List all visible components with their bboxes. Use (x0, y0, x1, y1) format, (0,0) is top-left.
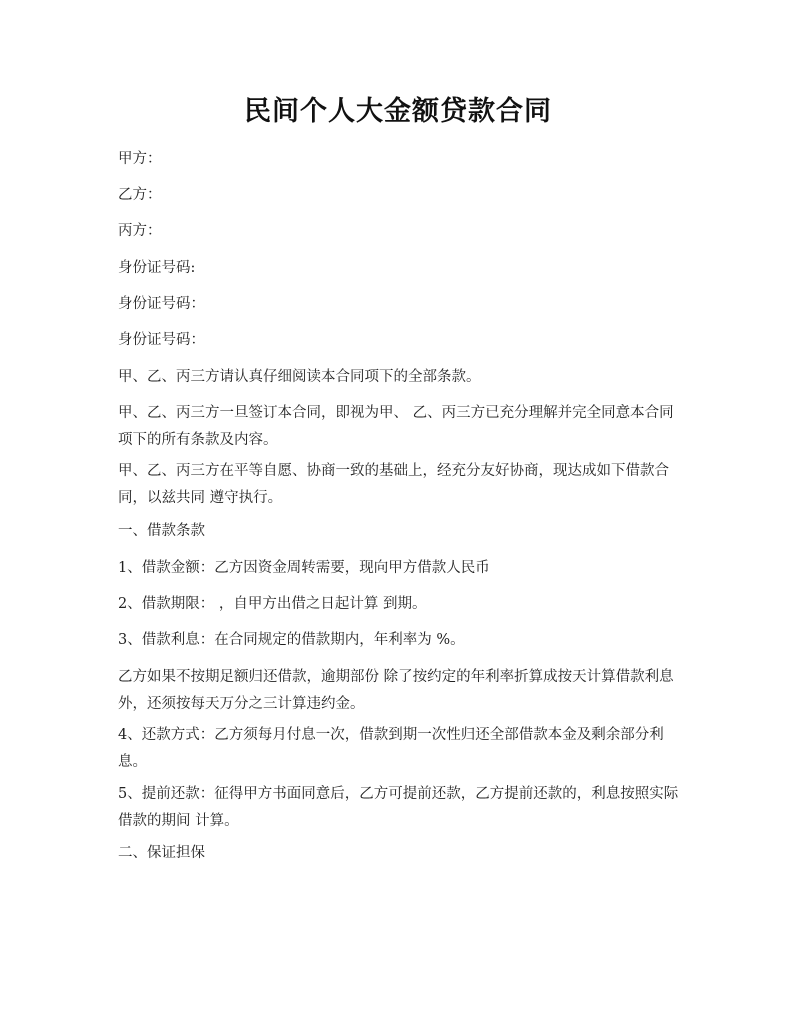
party-b-line: 乙方： (118, 187, 162, 203)
id-number-line-1: 身份证号码: (118, 260, 196, 276)
section-heading-guarantee: 二、保证担保 (118, 845, 205, 861)
late-payment-paragraph: 乙方如果不按期足额归还借款，逾期部份 除了按约定的年利率折算成按天计算借款利息外，还须按每天万分之三计算违约金。 (118, 669, 674, 712)
clause-loan-amount: 1、借款金额：乙方因资金周转需要，现向甲方借款人民币 (118, 560, 490, 576)
clause-loan-term: 2、借款期限： ，自甲方出借之日起计算 到期。 (118, 596, 427, 612)
clause-repayment-method: 4、还款方式：乙方须每月付息一次，借款到期一次性归还全部借款本金及剩余部分利息。 (118, 727, 664, 770)
clause-loan-interest: 3、借款利息：在合同规定的借款期内，年利率为 %。 (118, 632, 465, 648)
section-heading-loan-terms: 一、借款条款 (118, 523, 205, 539)
id-number-line-2: 身份证号码： (118, 296, 205, 312)
document-title: 民间个人大金额贷款合同 (244, 96, 552, 127)
id-number-line-3: 身份证号码： (118, 332, 205, 348)
consensus-paragraph: 甲、乙、丙三方在平等自愿、协商一致的基础上，经充分友好协商，现达成如下借款合同，以兹共同 遵守执行。 (118, 463, 669, 506)
read-terms-paragraph: 甲、乙、丙三方请认真仔细阅读本合同项下的全部条款。 (118, 369, 481, 385)
clause-early-repayment: 5、提前还款：征得甲方书面同意后，乙方可提前还款，乙方提前还款的，利息按照实际借款的期间 计算。 (118, 786, 679, 829)
party-a-line: 甲方： (118, 151, 162, 167)
agreement-paragraph: 甲、乙、丙三方一旦签订本合同，即视为甲、 乙、丙三方已充分理解并完全同意本合同项下的所有条款及内容。 (118, 405, 674, 448)
party-c-line: 丙方： (118, 223, 162, 239)
